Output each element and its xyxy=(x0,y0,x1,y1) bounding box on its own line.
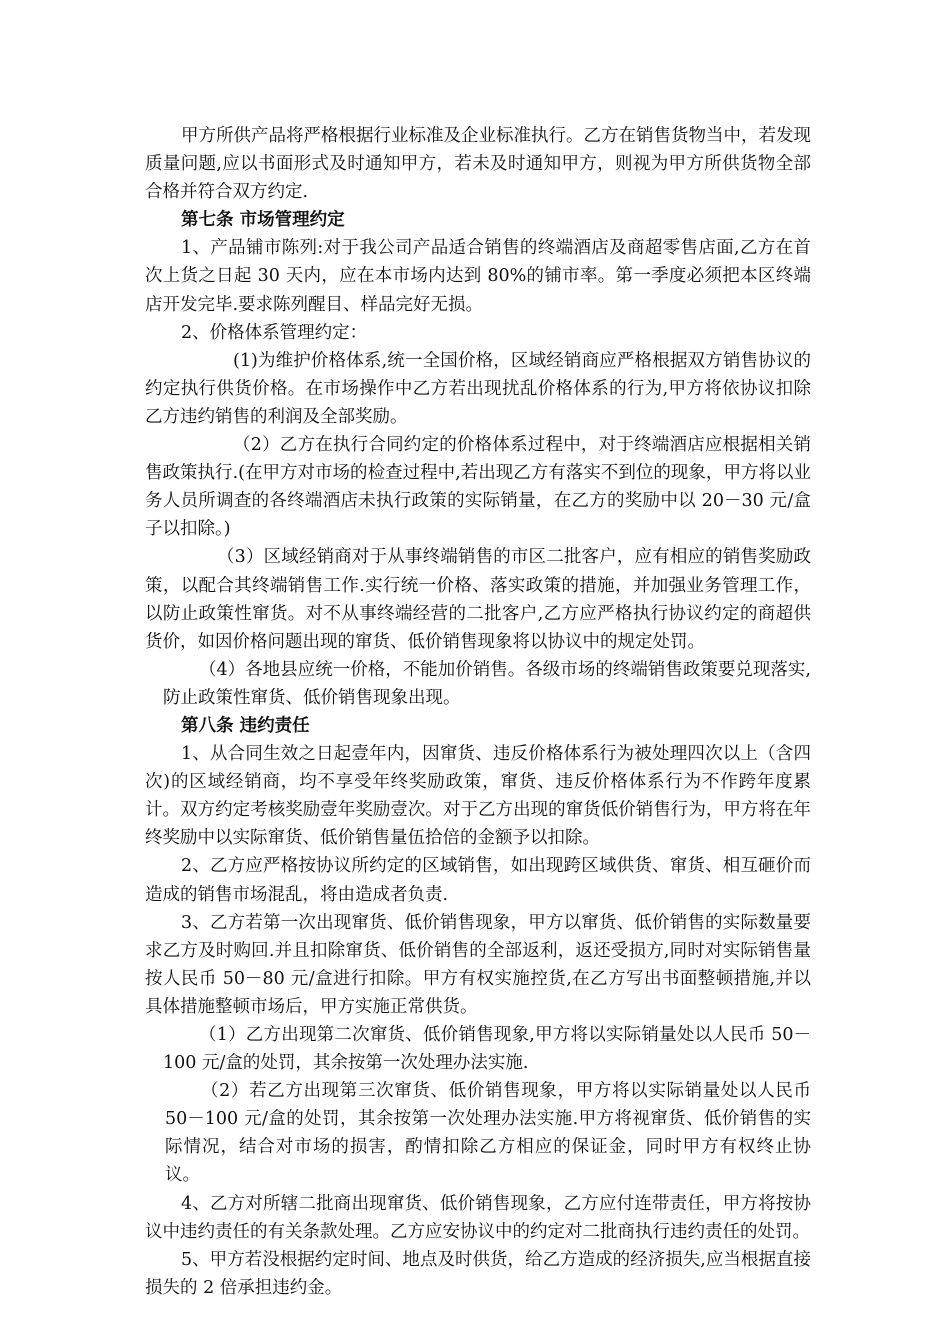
heading-article-8: 第八条 违约责任 xyxy=(181,715,310,736)
paragraph-7-2-2: （2）乙方在执行合同约定的价格体系过程中，对于终端酒店应根据相关销售政策执行.(在甲方对市场的检查过程中,若出现乙方有落实不到位的现象，甲方将以业务人员所调查的各终端酒店未执行政策的实际销量，在乙方的奖励中以 20－30 元/盒子以扣除。) xyxy=(145,435,811,540)
paragraph-8-4: 4、乙方对所辖二批商出现窜货、低价销售现象，乙方应付连带责任，甲方将按协议中违约责任的有关条款处理。乙方应安协议中的约定对二批商执行违约责任的处罚。 xyxy=(145,1193,811,1242)
paragraph-7-1: 1、产品铺市陈列:对于我公司产品适合销售的终端酒店及商超零售店面,乙方在首次上货之日起 30 天内，应在本市场内达到 80%的铺市率。第一季度必须把本区终端店开发完毕.要求陈列醒目、样品完好无损。 xyxy=(145,238,811,315)
paragraph-8-3-2: （2）若乙方出现第三次窜货、低价销售现象，甲方将以实际销量处以人民币 50－100 元/盒的处罚，其余按第一次处理办法实施.甲方将视窜货、低价销售的实际情况，结合对市场的损害，酌情扣除乙方相应的保证金，同时甲方有权终止协议。 xyxy=(165,1081,811,1186)
paragraph-8-1: 1、从合同生效之日起壹年内，因窜货、违反价格体系行为被处理四次以上（含四次)的区域经销商，均不享受年终奖励政策，窜货、违反价格体系行为不作跨年度累计。双方约定考核奖励壹年奖励壹次。对于乙方出现的窜货低价销售行为，甲方将在年终奖励中以实际窜货、低价销售量伍拾倍的金额予以扣除。 xyxy=(145,744,811,849)
paragraph-7-2-3: （3）区域经销商对于从事终端销售的市区二批客户，应有相应的销售奖励政策，以配合其终端销售工作.实行统一价格、落实政策的措施，并加强业务管理工作，以防止政策性窜货。对不从事终端经营的二批客户,乙方应严格执行协议约定的商超供货价，如因价格问题出现的窜货、低价销售现象将以协议中的规定处罚。 xyxy=(145,547,811,652)
document-body xyxy=(145,122,811,1302)
paragraph-quality: 甲方所供产品将严格根据行业标准及企业标准执行。乙方在销售货物当中，若发现质量问题,应以书面形式及时通知甲方，若未及时通知甲方，则视为甲方所供货物全部合格并符合双方约定. xyxy=(145,126,811,203)
paragraph-7-2-1: (1)为维护价格体系,统一全国价格，区域经销商应严格根据双方销售协议的约定执行供货价格。在市场操作中乙方若出现扰乱价格体系的行为,甲方将依协议扣除乙方违约销售的利润及全部奖励。 xyxy=(145,350,811,427)
paragraph-8-3-1: （1）乙方出现第二次窜货、低价销售现象,甲方将以实际销量处以人民币 50－100 元/盒的处罚，其余按第一次处理办法实施. xyxy=(163,1025,811,1074)
paragraph-8-5: 5、甲方若没根据约定时间、地点及时供货，给乙方造成的经济损失,应当根据直接损失的 2 倍承担违约金。 xyxy=(145,1249,811,1298)
paragraph-8-3: 3、乙方若第一次出现窜货、低价销售现象，甲方以窜货、低价销售的实际数量要求乙方及时购回.并且扣除窜货、低价销售的全部返利，返还受损方,同时对实际销售量按人民币 50－80 元/盒进行扣除。甲方有权实施控货,在乙方写出书面整顿措施,并以具体措施整顿市场后，甲方实施正常供货。 xyxy=(145,912,811,1017)
paragraph-8-2: 2、乙方应严格按协议所约定的区域销售，如出现跨区域供货、窜货、相互砸价而造成的销售市场混乱，将由造成者负责. xyxy=(145,856,811,905)
paragraph-7-2: 2、价格体系管理约定： xyxy=(181,322,368,343)
paragraph-7-2-4: （4）各地县应统一价格，不能加价销售。各级市场的终端销售政策要兑现落实,防止政策性窜货、低价销售现象出现。 xyxy=(163,659,811,708)
heading-article-7: 第七条 市场管理约定 xyxy=(181,210,345,231)
